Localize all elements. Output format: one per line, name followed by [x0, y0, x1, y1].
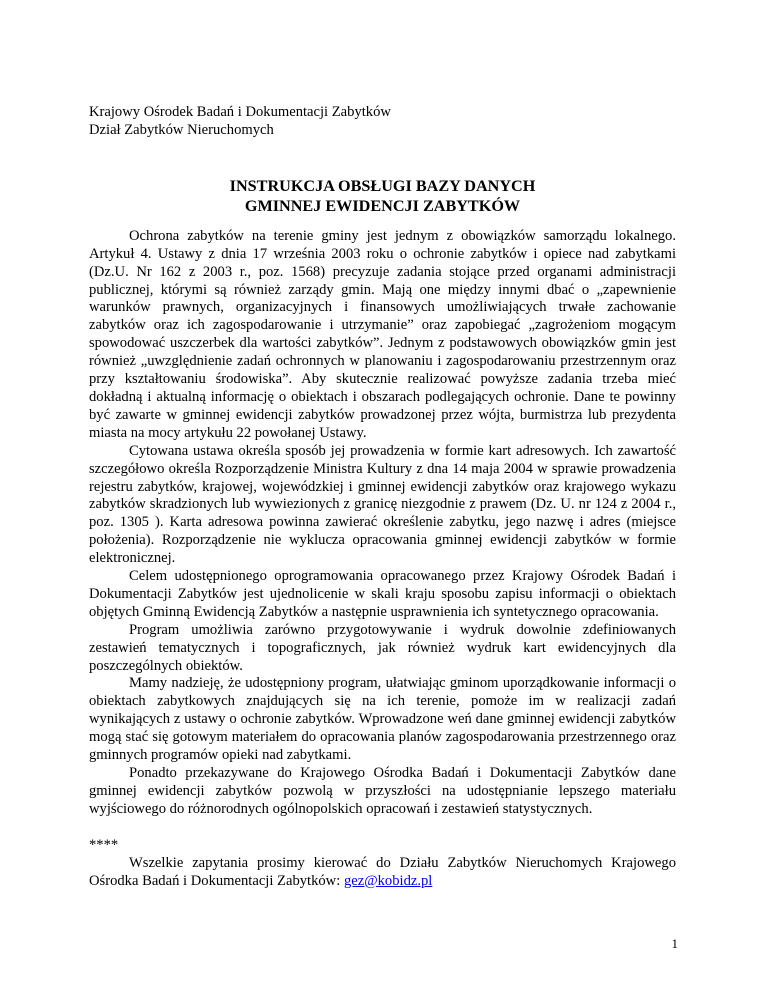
section-separator: **** — [89, 836, 119, 853]
document-page — [89, 104, 676, 890]
paragraph-4: Program umożliwia zarówno przygotowywanie i wydruk dowolnie zdefiniowanych zestawień tematycznych i topograficznych, jak również wydruk kart ewidencyjnych dla poszczególnych obiektów. — [89, 621, 676, 674]
institution-name: Krajowy Ośrodek Badań i Dokumentacji Zabytków — [89, 104, 391, 120]
department-name: Dział Zabytków Nieruchomych — [89, 121, 274, 138]
title-line-2: GMINNEJ EWIDENCJI ZABYTKÓW — [244, 196, 521, 215]
contact-paragraph — [89, 855, 676, 891]
document-title — [89, 176, 676, 216]
paragraph-1: Ochrona zabytków na terenie gminy jest jednym z obowiązków samorządu lokalnego. Artykuł 4. Ustawy z dnia 17 września 2003 roku o ochronie zabytków i opiece nad zabytkami (Dz.U. Nr 162 z 2003 r., poz. 1568) precyzuje zadania stojące przed organami administracji publicznej, którymi są również zarządy gmin. Mają one między innymi dbać o „zapewnienie warunków prawnych, organizacyjnych i finansowych umożliwiających trwałe zachowanie zabytków oraz ich zagospodarowanie i utrzymanie” oraz zapobiegać „zagrożeniom mogącym spowodować uszczerbek dla wartości zabytków”. Jednym z podstawowych obowiązków gmin jest również „uwzględnienie zadań ochronnych w planowaniu i zagospodarowaniu przestrzennym oraz przy kształtowaniu środowiska”. Aby skutecznie realizować powyższe zadania trzeba mieć dokładną i aktualną informację o obiektach i obszarach podlegających ochronie. Dane te powinny być zawarte w gminnej ewidencji zabytków prowadzonej przez wójta, burmistrza lub prezydenta miasta na mocy artykułu 22 powołanej Ustawy. — [89, 227, 676, 441]
page-number: 1 — [671, 936, 678, 951]
contact-email-link[interactable]: gez@kobidz.pl — [343, 872, 433, 889]
paragraph-6: Ponadto przekazywane do Krajowego Ośrodka Badań i Dokumentacji Zabytków dane gminnej ewidencji zabytków pozwolą w przyszłości na udostępnianie lepszego materiału wyjściowego do różnorodnych ogólnopolskich opracowań i zestawień statystycznych. — [89, 765, 676, 817]
paragraph-3: Celem udostępnionego oprogramowania opracowanego przez Krajowy Ośrodek Badań i Dokumentacji Zabytków jest ujednolicenie w skali kraju sposobu zapisu informacji o obiektach objętych Gminną Ewidencją Zabytków a następnie usprawnienia ich syntetycznego opracowania. — [89, 568, 676, 620]
title-line-1: INSTRUKCJA OBSŁUGI BAZY DANYCH — [229, 176, 536, 195]
contact-text: Wszelkie zapytania prosimy kierować do Działu Zabytków Nieruchomych Krajowego Ośrodka Badań i Dokumentacji Zabytków: — [89, 854, 676, 889]
paragraph-2: Cytowana ustawa określa sposób jej prowadzenia w formie kart adresowych. Ich zawartość szczegółowo określa Rozporządzenie Ministra Kultury z dna 14 maja 2004 w sprawie prowadzenia rejestru zabytków, krajowej, wojewódzkiej i gminnej ewidencji zabytków oraz krajowego wykazu zabytków skradzionych lub wywiezionych z granicę niezgodnie z prawem (Dz. U. nr 124 z 2004 r., poz. 1305 ). Karta adresowa powinna zawierać określenie zabytku, jego nazwę i adres (miejsce położenia). Rozporządzenie nie wyklucza opracowania gminnej ewidencji zabytków w formie elektronicznej. — [89, 442, 676, 567]
paragraph-5: Mamy nadzieję, że udostępniony program, ułatwiając gminom uporządkowanie informacji o obiektach zabytkowych znajdujących się na ich terenie, pomoże im w realizacji zadań wynikających z ustawy o ochronie zabytków. Wprowadzone weń dane gminnej ewidencji zabytków mogą stać się gotowym materiałem do opracowania planów zagospodarowania przestrzennego oraz gminnych programów opieki nad zabytkami. — [89, 675, 676, 764]
